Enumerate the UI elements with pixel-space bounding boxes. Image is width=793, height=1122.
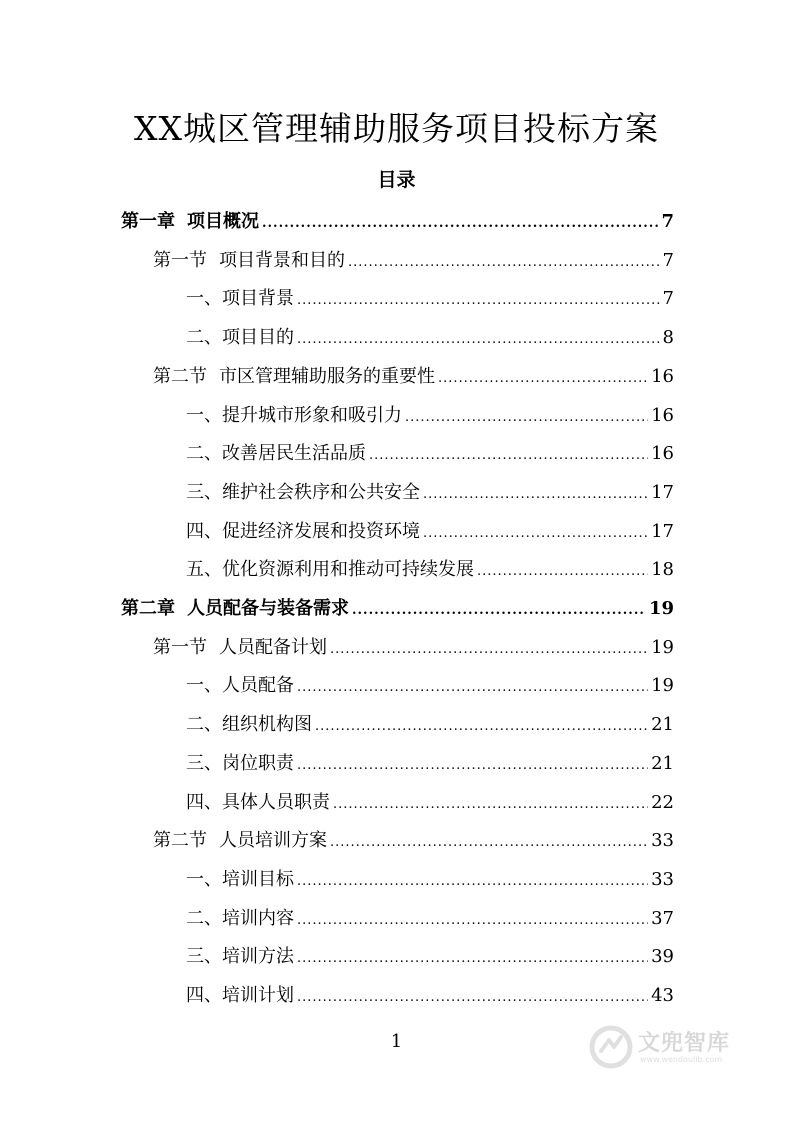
toc-entry-prefix: 第二章 — [121, 598, 175, 619]
toc-entry-prefix: 第二节 — [153, 830, 207, 852]
toc-entry-title: 人员配备 — [222, 675, 294, 697]
dot-leader — [423, 486, 648, 504]
toc-entry-prefix: 三、 — [186, 752, 222, 774]
toc-entry-item[interactable] — [186, 938, 674, 968]
watermark-url: www.wendoulib.com — [640, 1055, 723, 1064]
toc-entry-page: 16 — [651, 365, 674, 387]
dot-leader — [352, 602, 646, 620]
toc-entry-prefix: 一、 — [186, 288, 222, 310]
toc-entry-prefix: 四、 — [186, 985, 222, 1006]
dot-leader — [405, 409, 648, 427]
toc-entry-prefix: 第一节 — [153, 636, 207, 658]
dot-leader — [297, 912, 648, 930]
toc-entry-section-1-1[interactable] — [153, 242, 674, 272]
dot-leader — [438, 370, 648, 388]
toc-entry-prefix: 四、 — [186, 520, 222, 542]
toc-entry-page: 16 — [651, 404, 674, 426]
toc-entry-title: 人员培训方案 — [219, 830, 327, 852]
toc-entry-title: 组织机构图 — [222, 714, 312, 736]
toc-entry-prefix: 第一节 — [153, 249, 207, 271]
toc-entry-page: 37 — [651, 907, 674, 929]
toc-entry-page: 39 — [651, 946, 674, 968]
toc-entry-title: 促进经济发展和投资环境 — [222, 520, 420, 542]
toc-entry-chapter-1[interactable] — [121, 203, 674, 233]
toc-entry-item[interactable] — [186, 861, 674, 891]
toc-entry-page: 17 — [651, 481, 674, 503]
toc-entry-title: 市区管理辅助服务的重要性 — [219, 365, 435, 387]
dot-leader — [369, 447, 648, 465]
dot-leader — [262, 215, 658, 233]
toc-entry-prefix: 四、 — [186, 791, 222, 813]
dot-leader — [297, 950, 648, 968]
toc-entry-title: 培训方法 — [222, 946, 294, 968]
dot-leader — [315, 718, 648, 736]
toc-entry-title: 具体人员职责 — [222, 791, 330, 813]
toc-entry-item[interactable] — [186, 397, 674, 427]
dot-leader — [297, 989, 648, 1007]
toc-entry-title: 项目目的 — [222, 327, 294, 349]
toc-entry-prefix: 二、 — [186, 907, 222, 929]
toc-entry-item[interactable] — [186, 784, 674, 814]
dot-leader — [297, 331, 660, 349]
toc-entry-page: 33 — [651, 830, 674, 852]
toc-entry-item[interactable] — [186, 706, 674, 736]
toc-entry-page: 8 — [662, 327, 674, 349]
toc-entry-section-1-2[interactable] — [153, 358, 674, 388]
toc-entry-title: 改善居民生活品质 — [222, 443, 366, 465]
toc-entry-item[interactable] — [186, 513, 674, 543]
toc-entry-page: 7 — [661, 211, 674, 232]
toc-entry-page: 21 — [651, 714, 674, 736]
toc-entry-prefix: 三、 — [186, 481, 222, 503]
toc-entry-page: 16 — [651, 443, 674, 465]
toc-entry-prefix: 第一章 — [121, 211, 175, 232]
toc-heading: 目录 — [377, 169, 416, 191]
toc-entry-title: 人员配备与装备需求 — [187, 598, 349, 619]
dot-leader — [333, 796, 648, 814]
toc-entry-page: 17 — [651, 520, 674, 542]
toc-entry-prefix: 二、 — [186, 714, 222, 736]
toc-entry-chapter-2[interactable] — [121, 590, 674, 620]
toc-entry-title: 培训计划 — [222, 985, 294, 1006]
dot-leader — [297, 757, 648, 775]
toc-entry-item[interactable] — [186, 977, 674, 1007]
dot-leader — [477, 563, 648, 581]
toc-entry-page: 19 — [651, 636, 674, 658]
toc-entry-item[interactable] — [186, 280, 674, 310]
toc-entry-title: 优化资源利用和推动可持续发展 — [222, 559, 474, 581]
toc-entry-prefix: 二、 — [186, 327, 222, 349]
dot-leader — [297, 679, 648, 697]
toc-entry-page: 19 — [648, 598, 674, 619]
toc-entry-prefix: 三、 — [186, 946, 222, 968]
watermark — [588, 1024, 758, 1074]
toc-entry-item[interactable] — [186, 745, 674, 775]
document-title: XX城区管理辅助服务项目投标方案 — [134, 109, 659, 148]
toc-entry-page: 21 — [651, 752, 674, 774]
toc-entry-item[interactable] — [186, 435, 674, 465]
toc-entry-page: 43 — [651, 985, 674, 1006]
toc-entry-page: 7 — [662, 288, 674, 310]
toc-entry-title: 培训内容 — [222, 907, 294, 929]
toc-entry-item[interactable] — [186, 667, 674, 697]
toc-entry-title: 项目背景和目的 — [219, 249, 345, 271]
toc-entry-page: 18 — [651, 559, 674, 581]
toc-entry-prefix: 二、 — [186, 443, 222, 465]
toc-entry-prefix: 一、 — [186, 868, 222, 890]
toc-entry-prefix: 第二节 — [153, 365, 207, 387]
toc-entry-title: 维护社会秩序和公共安全 — [222, 481, 420, 503]
dot-leader — [297, 292, 660, 310]
dot-leader — [297, 873, 648, 891]
toc-entry-title: 项目背景 — [222, 288, 294, 310]
toc-entry-title: 岗位职责 — [222, 752, 294, 774]
toc-entry-title: 提升城市形象和吸引力 — [222, 404, 402, 426]
toc-entry-item[interactable] — [186, 474, 674, 504]
toc-entry-title: 培训目标 — [222, 868, 294, 890]
watermark-logo-icon — [588, 1024, 634, 1070]
dot-leader — [330, 641, 648, 659]
toc-entry-section-2-2[interactable] — [153, 822, 674, 852]
toc-entry-title: 人员配备计划 — [219, 636, 327, 658]
dot-leader — [348, 254, 660, 272]
toc-entry-page: 19 — [651, 675, 674, 697]
toc-entry-page: 22 — [651, 791, 674, 813]
toc-entry-prefix: 一、 — [186, 675, 222, 697]
dot-leader — [423, 525, 648, 543]
toc-entry-section-2-1[interactable] — [153, 629, 674, 659]
toc-entry-prefix: 五、 — [186, 559, 222, 581]
toc-entry-page: 33 — [651, 868, 674, 890]
toc-entry-title: 项目概况 — [187, 211, 259, 232]
toc-entry-page: 7 — [662, 249, 674, 271]
toc-entry-item[interactable] — [186, 551, 674, 581]
toc-entry-prefix: 一、 — [186, 404, 222, 426]
toc-entry-item[interactable] — [186, 319, 674, 349]
watermark-name: 文兜智库 — [638, 1031, 731, 1056]
dot-leader — [330, 834, 648, 852]
page-number: 1 — [390, 1031, 403, 1052]
toc-entry-item[interactable] — [186, 900, 674, 930]
